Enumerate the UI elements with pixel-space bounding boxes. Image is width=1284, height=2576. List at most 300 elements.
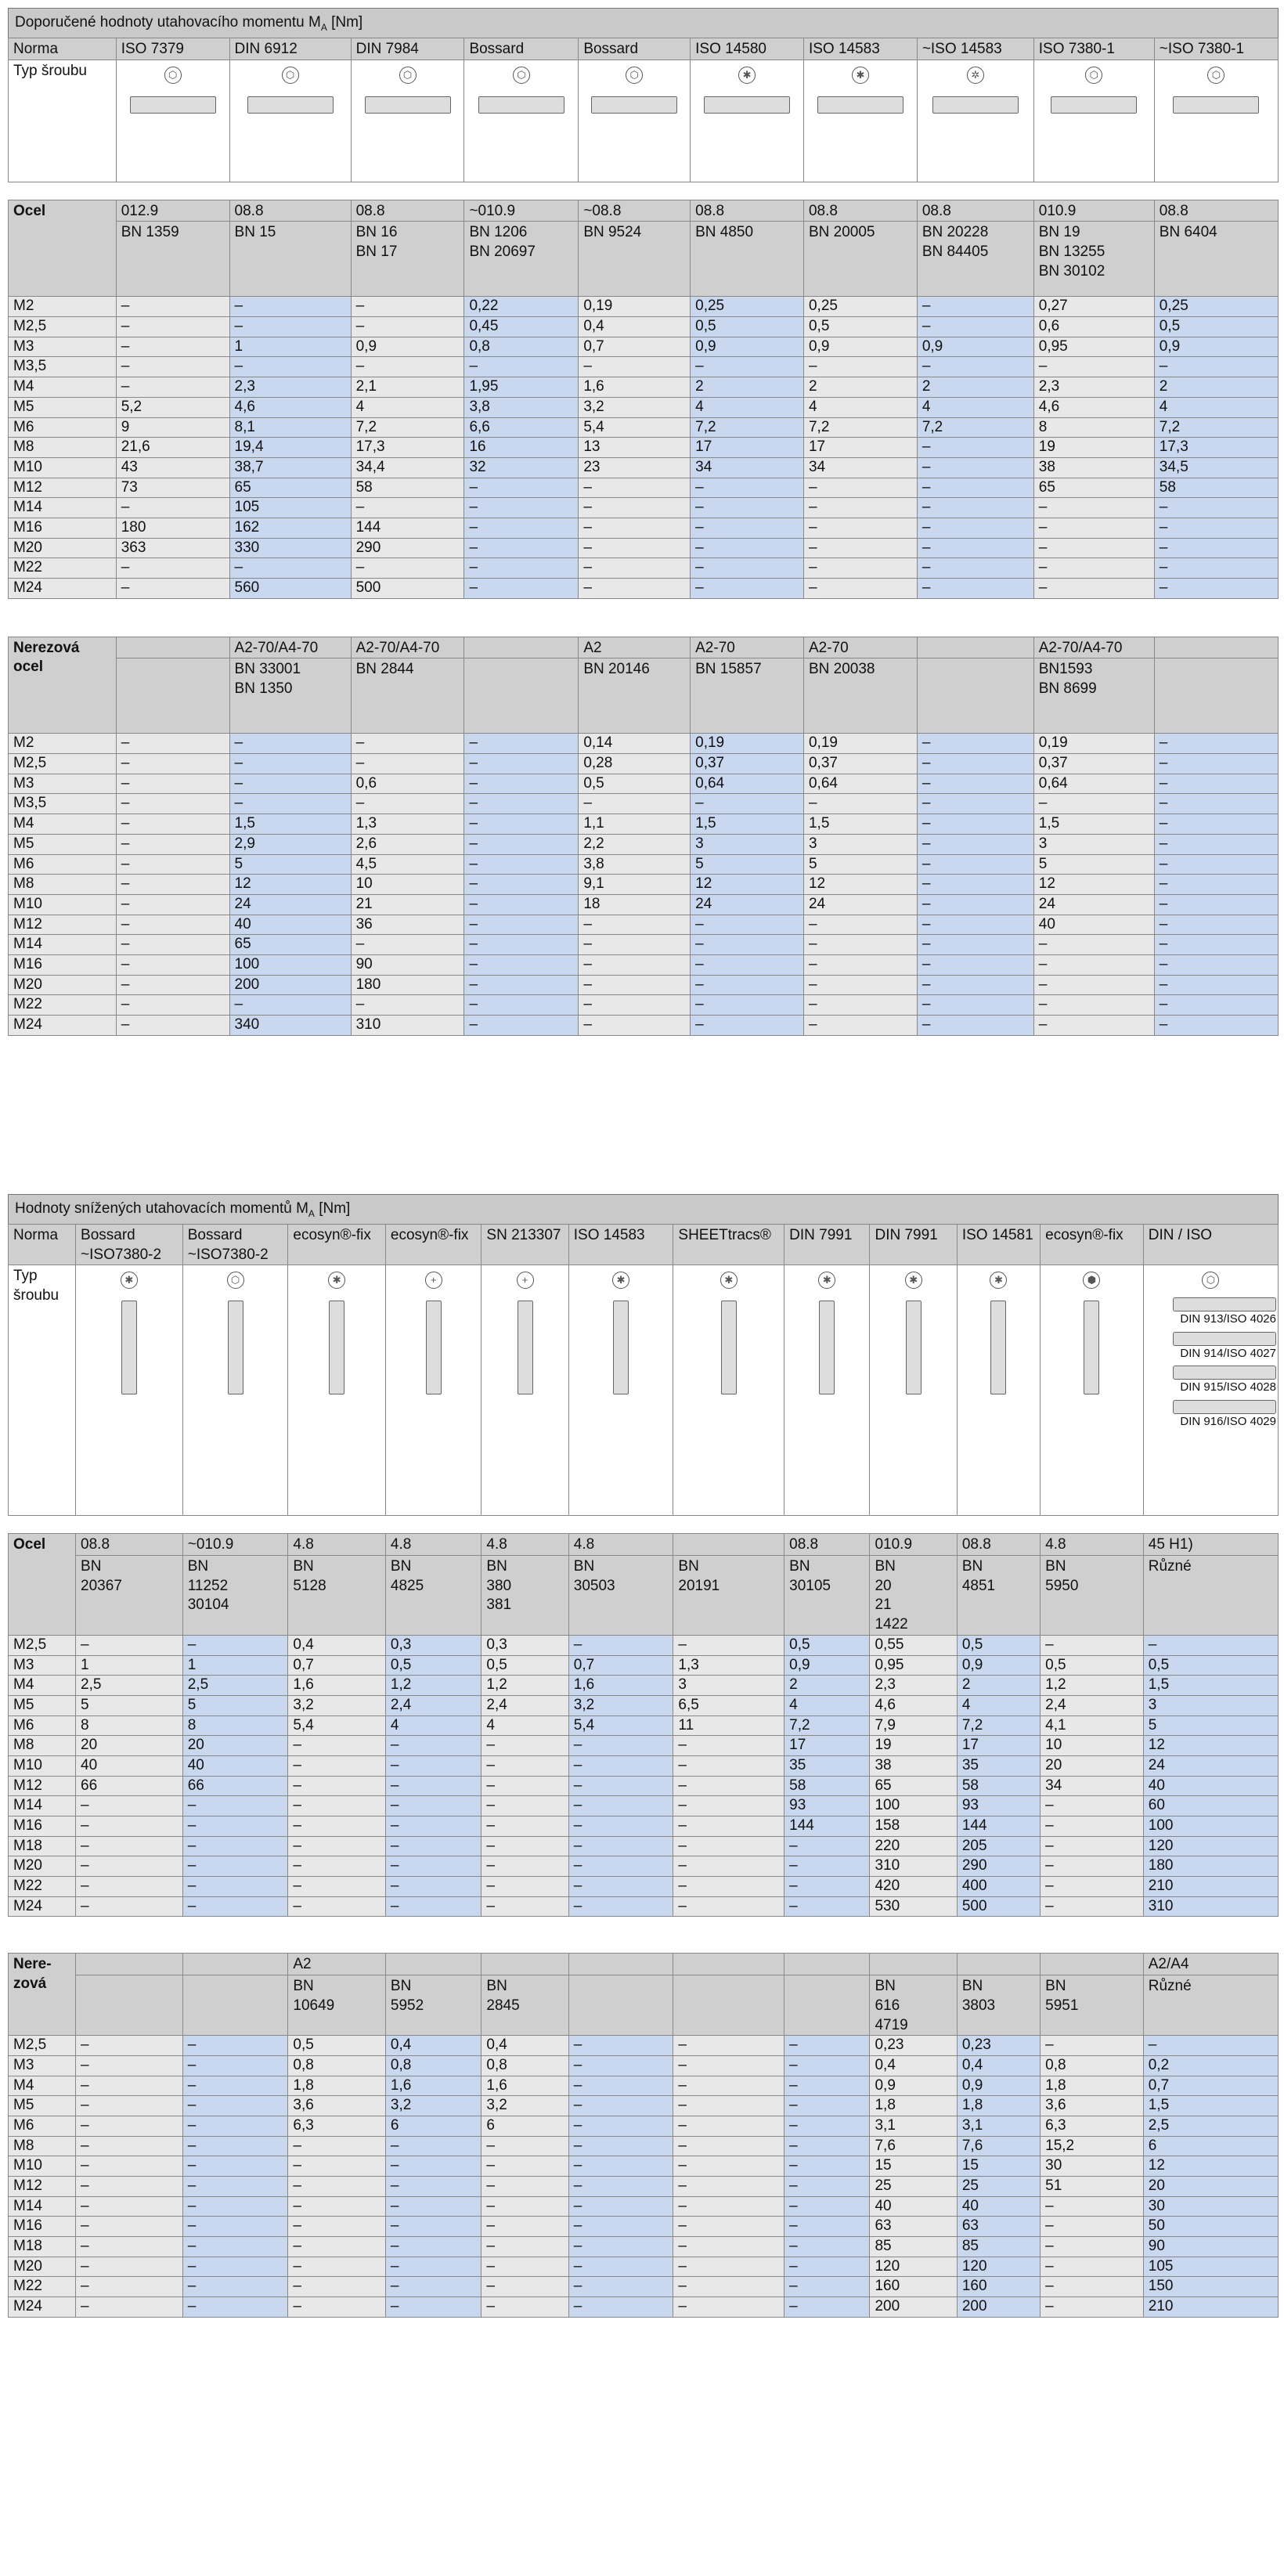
torque-value: –: [482, 2156, 568, 2177]
torque-value: 4: [957, 1695, 1040, 1716]
strength-class: [385, 1954, 482, 1975]
torque-value: 32: [464, 457, 579, 478]
bn-number: 30104: [187, 1596, 229, 1614]
torque-value: 65: [229, 478, 351, 498]
torque-value: 9: [116, 417, 229, 438]
torque-value: –: [288, 1776, 386, 1796]
torque-value: –: [917, 794, 1033, 814]
bn-cell: [1041, 1556, 1144, 1636]
bn-cell: [691, 658, 804, 734]
torque-value: 7,2: [957, 1716, 1040, 1736]
torque-value: 20: [76, 1736, 183, 1756]
screw-illustration: [917, 60, 1033, 182]
bn-number: BN 20697: [469, 244, 536, 261]
table-row: [9, 1716, 1279, 1736]
torque-value: 0,5: [1143, 1655, 1278, 1676]
norm-header: Bossard ~ISO7380-2: [182, 1225, 288, 1265]
torque-value: –: [464, 558, 579, 579]
bn-number: BN 1350: [234, 680, 293, 698]
screw-illustration: [803, 60, 917, 182]
table-row: [9, 2177, 1279, 2197]
torque-value: 35: [784, 1755, 870, 1776]
table-row: [9, 2217, 1279, 2237]
screw-illustration: [229, 60, 351, 182]
torque-value: –: [568, 1796, 673, 1817]
torque-value: 400: [957, 1877, 1040, 1897]
thread-size: M24: [9, 2297, 76, 2318]
torque-value: –: [568, 2116, 673, 2136]
bn-cell: [1154, 658, 1278, 734]
table-row: [9, 438, 1279, 458]
material-block: [8, 1953, 1279, 2317]
torque-value: –: [464, 478, 579, 498]
thread-size: M4: [9, 814, 117, 835]
torque-value: 12: [803, 875, 917, 895]
torque-value: 8: [76, 1716, 183, 1736]
torque-value: –: [385, 1776, 482, 1796]
torque-value: –: [116, 498, 229, 518]
screw-illustration: [1154, 60, 1278, 182]
torque-value: –: [482, 1817, 568, 1837]
torque-value: –: [182, 1817, 288, 1837]
strength-class: A2: [288, 1954, 386, 1975]
torque-value: –: [116, 754, 229, 774]
torque-value: –: [691, 357, 804, 377]
torque-value: 21: [351, 894, 464, 915]
torque-value: –: [568, 2076, 673, 2096]
torque-value: 34: [803, 457, 917, 478]
material-block: [8, 200, 1279, 599]
torque-value: –: [917, 498, 1033, 518]
bn-number: BN: [789, 1558, 810, 1575]
torque-value: –: [784, 2076, 870, 2096]
table-row: [9, 995, 1279, 1016]
torque-value: –: [803, 498, 917, 518]
torque-value: –: [229, 734, 351, 754]
thread-size: M4: [9, 377, 117, 398]
torque-value: 90: [1143, 2237, 1278, 2257]
torque-value: 2: [803, 377, 917, 398]
torque-value: –: [1154, 538, 1278, 558]
torque-value: –: [579, 995, 691, 1016]
torque-value: 40: [957, 2196, 1040, 2217]
torque-value: –: [116, 579, 229, 599]
torque-value: 12: [1033, 875, 1154, 895]
torque-value: 4,6: [1033, 397, 1154, 417]
torque-value: –: [182, 2055, 288, 2076]
torque-value: 180: [1143, 1856, 1278, 1877]
torque-value: –: [182, 2237, 288, 2257]
bn-number: 4851: [961, 1577, 996, 1594]
torque-value: –: [784, 2116, 870, 2136]
torque-value: 34: [691, 457, 804, 478]
table-row: [9, 558, 1279, 579]
torque-value: 65: [229, 935, 351, 955]
torque-value: –: [1154, 774, 1278, 794]
torque-value: 4,5: [351, 854, 464, 875]
torque-value: –: [1041, 1817, 1144, 1837]
torque-value: 65: [1033, 478, 1154, 498]
bn-number: BN: [678, 1558, 699, 1575]
torque-value: 2,4: [482, 1695, 568, 1716]
thread-size: M12: [9, 1776, 76, 1796]
torque-value: 120: [957, 2257, 1040, 2277]
table-row: [9, 1796, 1279, 1817]
torque-value: 0,95: [870, 1655, 957, 1676]
torque-value: 0,9: [917, 337, 1033, 357]
bn-number: BN 4850: [695, 224, 754, 241]
torque-value: 1,5: [229, 814, 351, 835]
torque-value: 40: [229, 915, 351, 935]
torque-value: –: [482, 1877, 568, 1897]
torque-value: –: [1033, 579, 1154, 599]
strength-class: [1041, 1954, 1144, 1975]
torque-value: 23: [579, 457, 691, 478]
table-row: [9, 2156, 1279, 2177]
torque-value: 0,5: [385, 1655, 482, 1676]
torque-value: 3,2: [482, 2096, 568, 2116]
torque-value: 1,2: [385, 1676, 482, 1696]
torque-value: –: [76, 2055, 183, 2076]
torque-value: –: [76, 1896, 183, 1917]
torque-value: –: [464, 915, 579, 935]
thread-size: M12: [9, 915, 117, 935]
torque-value: –: [351, 317, 464, 337]
bn-number: 5128: [293, 1577, 326, 1594]
torque-value: –: [568, 2297, 673, 2318]
torque-value: –: [579, 357, 691, 377]
torque-value: 0,3: [482, 1635, 568, 1655]
torque-value: –: [464, 834, 579, 854]
screw-body-icon: [819, 1301, 835, 1394]
torque-value: –: [673, 1776, 784, 1796]
screw-body-icon: [817, 96, 903, 114]
torque-value: –: [482, 1896, 568, 1917]
bn-number: BN: [390, 1978, 412, 1995]
torque-value: –: [116, 915, 229, 935]
table-row: [9, 1817, 1279, 1837]
torque-value: 5,4: [288, 1716, 386, 1736]
torque-value: –: [568, 2036, 673, 2056]
torque-value: –: [351, 297, 464, 317]
torque-value: 6: [385, 2116, 482, 2136]
table-row: [9, 417, 1279, 438]
torque-value: –: [385, 1817, 482, 1837]
torque-value: –: [1033, 538, 1154, 558]
torque-value: –: [1154, 995, 1278, 1016]
bn-number: Různé: [1148, 1978, 1192, 1995]
torque-value: –: [76, 2136, 183, 2156]
torque-value: –: [288, 2237, 386, 2257]
torque-value: 85: [957, 2237, 1040, 2257]
torque-value: 3,2: [385, 2096, 482, 2116]
torque-value: 25: [870, 2177, 957, 2197]
torque-value: 10: [351, 875, 464, 895]
torx-icon: ✱: [738, 67, 756, 84]
din-label: DIN 915/ISO 4028: [1180, 1380, 1276, 1394]
torque-value: 24: [229, 894, 351, 915]
torque-value: 20: [1041, 1755, 1144, 1776]
bn-number: 21: [875, 1596, 892, 1614]
torque-value: 10: [1041, 1736, 1144, 1756]
strength-class: 08.8: [917, 200, 1033, 222]
torque-value: 7,2: [691, 417, 804, 438]
screw-type-row: [9, 60, 1279, 182]
torque-value: 2: [784, 1676, 870, 1696]
torque-value: 150: [1143, 2277, 1278, 2297]
torque-value: 120: [870, 2257, 957, 2277]
bn-number: BN 8699: [1038, 680, 1097, 698]
screw-body-icon: [121, 1301, 137, 1394]
screw-illustration: [385, 1265, 482, 1516]
strength-class: 08.8: [1154, 200, 1278, 222]
torque-value: –: [917, 754, 1033, 774]
thread-size: M3: [9, 774, 117, 794]
torque-value: –: [1154, 518, 1278, 538]
screw-body-icon: [906, 1301, 922, 1394]
torque-value: –: [1154, 915, 1278, 935]
material-text: Nerezová: [13, 639, 80, 656]
torque-value: 1,6: [288, 1676, 386, 1696]
strength-class: [116, 637, 229, 658]
bn-number: BN: [875, 1558, 896, 1575]
thread-size: M14: [9, 2196, 76, 2217]
torque-value: –: [76, 2237, 183, 2257]
torque-value: –: [1041, 2217, 1144, 2237]
torque-value: 2,6: [351, 834, 464, 854]
bn-number: 4825: [390, 1577, 424, 1594]
material-text: zová: [13, 1975, 47, 1993]
torque-value: 0,5: [1154, 317, 1278, 337]
torque-value: 6: [1143, 2136, 1278, 2156]
bn-number: BN 1359: [121, 224, 179, 241]
torque-value: –: [673, 2116, 784, 2136]
torque-value: –: [182, 1796, 288, 1817]
torque-value: 1,8: [288, 2076, 386, 2096]
torque-value: –: [182, 2036, 288, 2056]
torque-value: 1,3: [673, 1655, 784, 1676]
torque-value: –: [784, 2055, 870, 2076]
header-grid: [8, 38, 1279, 182]
table-row: [9, 2257, 1279, 2277]
torque-value: 0,5: [957, 1635, 1040, 1655]
thread-size: M18: [9, 1836, 76, 1856]
torque-value: –: [288, 1736, 386, 1756]
torque-value: 38,7: [229, 457, 351, 478]
thread-size: M3: [9, 1655, 76, 1676]
thread-size: M16: [9, 2217, 76, 2237]
torque-value: –: [116, 954, 229, 975]
phillips-icon: +: [425, 1272, 442, 1289]
norm-header: ~ISO 14583: [917, 38, 1033, 60]
thread-size: M2,5: [9, 317, 117, 337]
norma-label: Norma: [9, 38, 117, 60]
torque-value: –: [673, 2156, 784, 2177]
torque-value: 6,3: [288, 2116, 386, 2136]
torque-value: 0,28: [579, 754, 691, 774]
torque-value: 4: [917, 397, 1033, 417]
torque-value: 160: [870, 2277, 957, 2297]
torque-value: –: [579, 975, 691, 995]
torque-value: 40: [182, 1755, 288, 1776]
torque-value: 0,6: [1033, 317, 1154, 337]
torque-value: –: [288, 1817, 386, 1837]
torque-value: 7,9: [870, 1716, 957, 1736]
torque-value: 7,2: [1154, 417, 1278, 438]
torque-value: –: [76, 2116, 183, 2136]
torque-value: 20: [182, 1736, 288, 1756]
torque-value: –: [464, 975, 579, 995]
torque-value: –: [784, 2136, 870, 2156]
torque-value: 0,55: [870, 1635, 957, 1655]
torque-value: –: [76, 1796, 183, 1817]
torque-value: –: [116, 854, 229, 875]
torque-value: –: [482, 2277, 568, 2297]
torque-value: –: [673, 2257, 784, 2277]
torque-value: 144: [957, 1817, 1040, 1837]
torque-value: 1,95: [464, 377, 579, 398]
torque-value: 0,8: [464, 337, 579, 357]
torque-value: 0,37: [803, 754, 917, 774]
strength-class: A2-70: [803, 637, 917, 658]
class-row: [9, 637, 1279, 658]
table-row: [9, 478, 1279, 498]
table-row: [9, 734, 1279, 754]
strength-class: 08.8: [691, 200, 804, 222]
torque-value: 0,25: [803, 297, 917, 317]
torque-value: 0,9: [803, 337, 917, 357]
torque-value: –: [482, 2196, 568, 2217]
torque-value: –: [803, 1016, 917, 1036]
torque-value: –: [116, 558, 229, 579]
bn-cell: [182, 1556, 288, 1636]
torque-value: –: [182, 1877, 288, 1897]
torque-value: –: [116, 975, 229, 995]
torque-value: 2: [957, 1676, 1040, 1696]
bn-cell: [803, 658, 917, 734]
bn-cell: [568, 1975, 673, 2036]
bn-number: 3803: [961, 1997, 996, 2014]
thread-size: M16: [9, 518, 117, 538]
torque-value: 210: [1143, 1877, 1278, 1897]
bn-cell: [957, 1975, 1040, 2036]
torque-value: 3,1: [957, 2116, 1040, 2136]
torque-value: 38: [1033, 457, 1154, 478]
bn-number: 5951: [1045, 1997, 1079, 2014]
thread-size: M20: [9, 1856, 76, 1877]
torque-value: 1,6: [568, 1676, 673, 1696]
torque-value: –: [691, 975, 804, 995]
torque-value: –: [182, 2076, 288, 2096]
torque-value: –: [917, 854, 1033, 875]
torque-value: 5: [1143, 1716, 1278, 1736]
torque-value: 2,5: [1143, 2116, 1278, 2136]
din-label: DIN 913/ISO 4026: [1180, 1312, 1276, 1326]
torque-value: 144: [351, 518, 464, 538]
torque-value: –: [673, 1755, 784, 1776]
bn-number: 11252: [187, 1577, 229, 1594]
torx-icon: ✱: [990, 1272, 1007, 1289]
torque-value: –: [691, 518, 804, 538]
torque-value: –: [1041, 2297, 1144, 2318]
strength-class: A2-70/A4-70: [1033, 637, 1154, 658]
torque-value: 3,2: [568, 1695, 673, 1716]
bn-cell: [385, 1975, 482, 2036]
torque-value: 34,5: [1154, 457, 1278, 478]
torque-value: –: [568, 2237, 673, 2257]
torque-value: 24: [691, 894, 804, 915]
torque-value: –: [76, 2156, 183, 2177]
torque-value: –: [182, 2136, 288, 2156]
table-row: [9, 579, 1279, 599]
thread-size: M24: [9, 1016, 117, 1036]
torque-value: –: [464, 1016, 579, 1036]
torque-value: –: [182, 1856, 288, 1877]
torque-value: –: [673, 2055, 784, 2076]
hex-socket-icon: ⬡: [399, 67, 417, 84]
norm-header: ISO 14583: [803, 38, 917, 60]
strength-class: [957, 1954, 1040, 1975]
bn-number: BN: [486, 1558, 507, 1575]
torque-value: 0,14: [579, 734, 691, 754]
torque-value: –: [1143, 2036, 1278, 2056]
bn-cell: [116, 222, 229, 297]
torque-value: 3,2: [579, 397, 691, 417]
torque-value: –: [803, 478, 917, 498]
torque-value: –: [784, 2196, 870, 2217]
thread-size: M14: [9, 498, 117, 518]
torque-value: –: [351, 558, 464, 579]
table-row: [9, 2055, 1279, 2076]
bn-cell: [288, 1975, 386, 2036]
torque-value: 66: [182, 1776, 288, 1796]
torque-value: –: [579, 579, 691, 599]
screw-illustration: [1143, 1265, 1278, 1516]
bn-number: 2845: [486, 1997, 520, 2014]
hex-socket-icon: ⬡: [164, 67, 182, 84]
bn-number: BN 20146: [583, 661, 650, 678]
torque-value: –: [464, 357, 579, 377]
norma-label: Norma: [9, 1225, 76, 1265]
torque-value: –: [482, 1856, 568, 1877]
torque-value: 4: [351, 397, 464, 417]
torque-value: –: [579, 478, 691, 498]
strength-class: 4.8: [568, 1534, 673, 1556]
bn-number: BN 1206: [469, 224, 528, 241]
thread-size: M3,5: [9, 794, 117, 814]
bn-cell: [784, 1556, 870, 1636]
torque-value: 0,3: [385, 1635, 482, 1655]
torque-value: –: [116, 774, 229, 794]
torque-value: –: [917, 894, 1033, 915]
table-row: [9, 2076, 1279, 2096]
torque-value: –: [917, 774, 1033, 794]
torque-value: 6: [482, 2116, 568, 2136]
torque-value: –: [385, 1836, 482, 1856]
torque-value: 0,64: [803, 774, 917, 794]
norm-header: ecosyn®-fix: [288, 1225, 386, 1265]
torque-value: 0,9: [957, 1655, 1040, 1676]
bn-number: Různé: [1148, 1558, 1192, 1575]
table-row: [9, 2237, 1279, 2257]
screw-body-icon: [1051, 96, 1137, 114]
torque-value: 158: [870, 1817, 957, 1837]
torque-value: 93: [784, 1796, 870, 1817]
class-row: [9, 200, 1279, 222]
torque-value: –: [568, 2257, 673, 2277]
torque-value: 210: [1143, 2297, 1278, 2318]
bn-cell: [1143, 1975, 1278, 2036]
